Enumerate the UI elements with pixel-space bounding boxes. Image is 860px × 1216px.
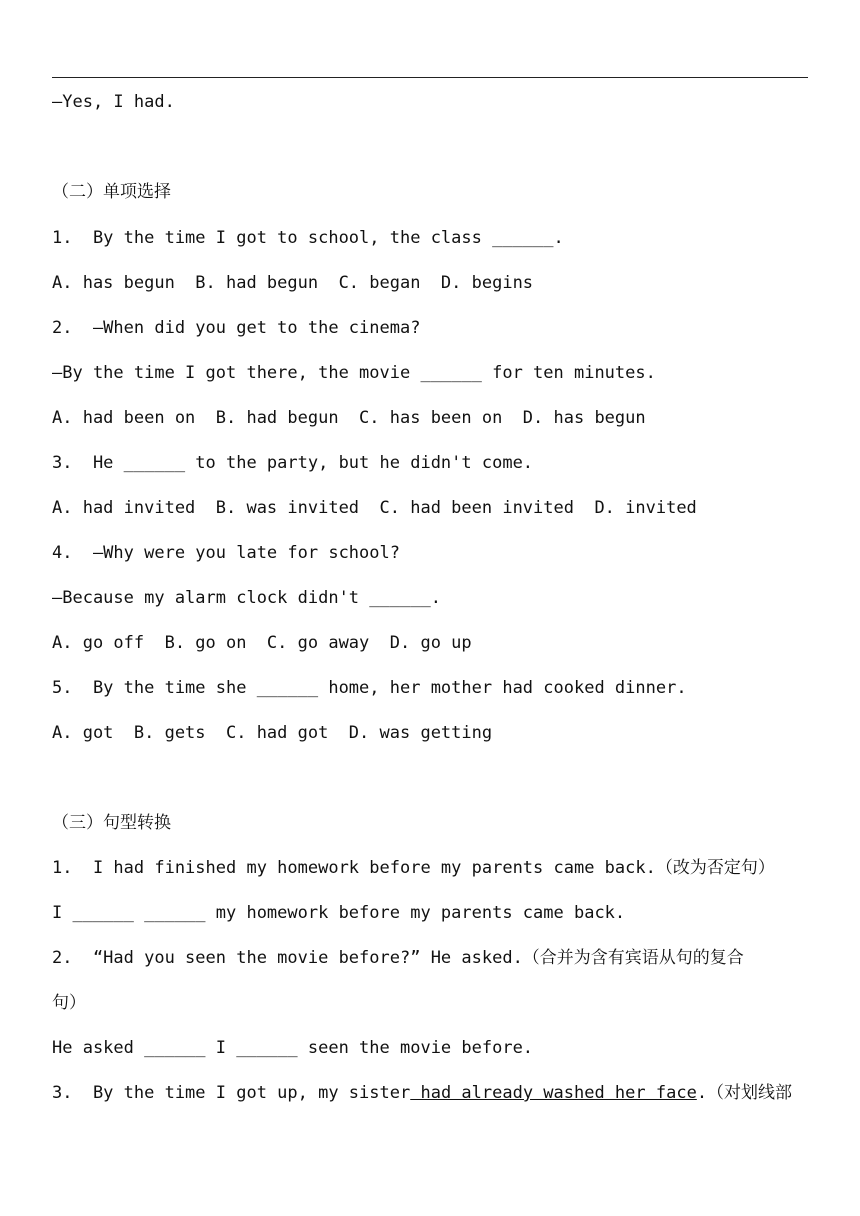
question-2-options: A. had been on B. had begun C. has been on D. has begun: [52, 408, 646, 428]
question-3: 3. He ______ to the party, but he didn't come.: [52, 453, 534, 473]
transformation-2-line-2: 句）: [52, 993, 86, 1013]
section-heading-multiple-choice: （二）单项选择: [52, 182, 171, 202]
transformation-3: [52, 1082, 792, 1104]
question-5: 5. By the time she ______ home, her mother had cooked dinner.: [52, 678, 687, 698]
question-1: 1. By the time I got to school, the class ______.: [52, 228, 564, 248]
question-2-answer-line: —By the time I got there, the movie ______ for ten minutes.: [52, 363, 656, 383]
transformation-1: 1. I had finished my homework before my parents came back.（改为否定句）: [52, 858, 775, 878]
question-5-options: A. got B. gets C. had got D. was getting: [52, 723, 493, 743]
transformation-2-answer: He asked ______ I ______ seen the movie before.: [52, 1038, 534, 1058]
question-2-prompt: 2. —When did you get to the cinema?: [52, 318, 421, 338]
previous-answer: —Yes, I had.: [52, 92, 175, 112]
question-4-prompt: 4. —Why were you late for school?: [52, 543, 400, 563]
transformation-3-prefix: 3. By the time I got up, my sister: [52, 1083, 411, 1103]
transformation-2-line-1: 2. “Had you seen the movie before?” He asked.（合并为含有宾语从句的复合: [52, 948, 744, 968]
header-rule: [52, 77, 808, 78]
transformation-3-underlined: had already washed her face: [410, 1083, 697, 1103]
transformation-1-answer: I ______ ______ my homework before my parents came back.: [52, 903, 626, 923]
question-4-options: A. go off B. go on C. go away D. go up: [52, 633, 472, 653]
question-4-answer-line: —Because my alarm clock didn't ______.: [52, 588, 441, 608]
transformation-3-suffix: .（对划线部: [696, 1083, 793, 1103]
question-3-options: A. had invited B. was invited C. had been invited D. invited: [52, 498, 697, 518]
question-1-options: A. has begun B. had begun C. began D. begins: [52, 273, 534, 293]
section-heading-sentence-transformation: （三）句型转换: [52, 813, 171, 833]
